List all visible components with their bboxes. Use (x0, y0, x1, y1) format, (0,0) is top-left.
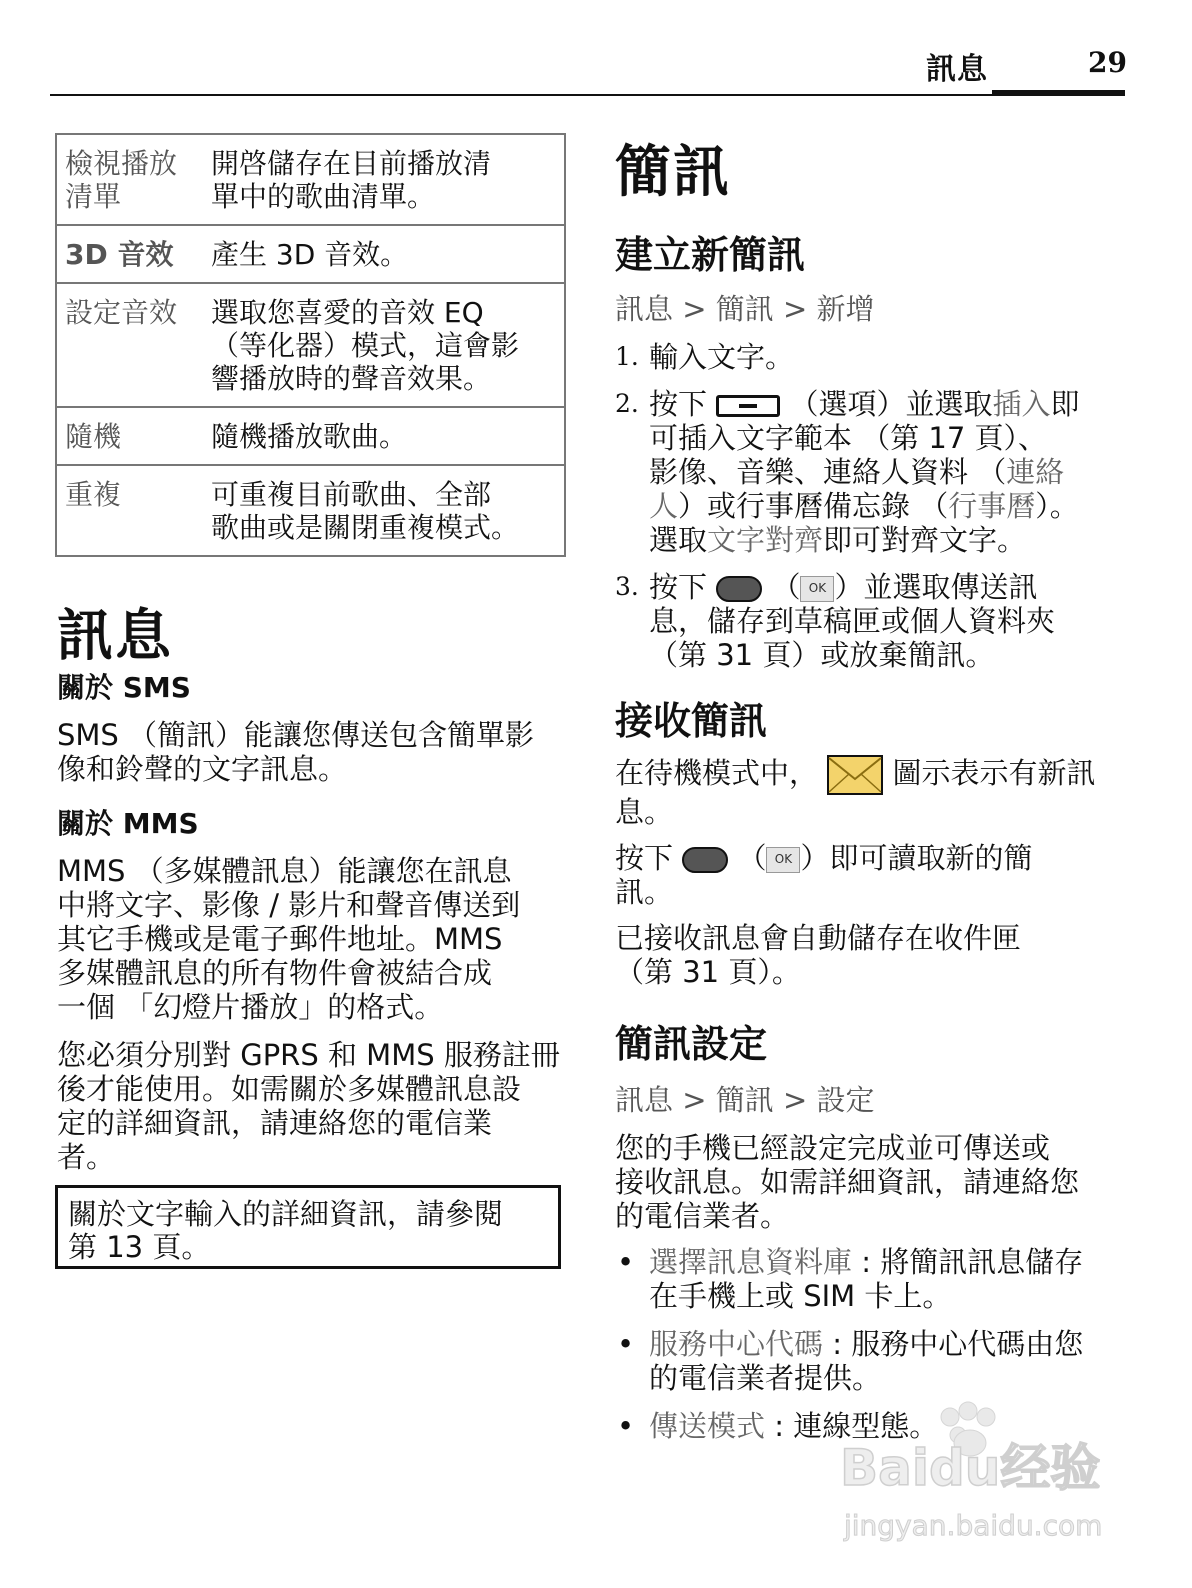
step-text: （ (771, 570, 801, 604)
sms-text (57, 718, 567, 786)
header-bar (992, 90, 1125, 96)
step-item (615, 570, 1125, 672)
option-row (56, 465, 565, 556)
read-line: ）即可讀取新的簡 (800, 841, 1033, 875)
setting-name: 傳送模式 (649, 1409, 766, 1443)
sms-settings-title: 簡訊設定 (615, 1022, 768, 1066)
read-line: 按下 (615, 841, 674, 875)
option-description-line: 隨機播放歌曲。 (211, 420, 408, 453)
inbox-text (615, 921, 1125, 989)
option-description-line: 可重複目前歌曲、全部 (211, 478, 492, 511)
option-name (56, 134, 203, 225)
settings-bullet (615, 1245, 1125, 1313)
setting-name: 選擇訊息資料庫 (649, 1245, 853, 1279)
receive-line: 圖示表示有新訊 (892, 756, 1096, 790)
setting-desc: 的電信業者提供。 (649, 1361, 882, 1395)
option-description (203, 465, 565, 556)
step-text: （第 31 頁）或放棄簡訊。 (649, 638, 995, 672)
step-text: （選項）並選取 (789, 387, 993, 421)
ok-icon: OK (766, 847, 800, 873)
create-menu-path: 訊息 > 簡訊 > 新增 (615, 292, 875, 326)
create-sms-title: 建立新簡訊 (615, 233, 806, 277)
step-text: 即可對齊文字。 (823, 523, 1027, 557)
step-text: ）並選取傳送訊 (834, 570, 1038, 604)
section-title-sms: 簡訊 (615, 140, 731, 205)
option-description (203, 134, 565, 225)
step-text: 可插入文字範本 （第 17 頁）、 (649, 421, 1048, 455)
option-name-line: 檢視播放 (65, 147, 178, 180)
option-name (56, 407, 203, 465)
option-description-line: 歌曲或是關閉重複模式。 (211, 511, 520, 544)
bullet-dot: • (617, 1245, 635, 1279)
settings-line: 的電信業者。 (615, 1199, 790, 1233)
menu-option-align: 文字對齊 (707, 523, 824, 557)
step-text: 即 (1050, 387, 1080, 421)
setting-desc: 在手機上或 SIM 卡上。 (649, 1279, 952, 1313)
setting-desc: : 連線型態。 (765, 1409, 939, 1443)
mms-text (57, 854, 567, 1024)
mms-line: MMS （多媒體訊息）能讓您在訊息 (57, 854, 512, 888)
header-title: 訊息 (926, 52, 988, 87)
read-line: （ (737, 841, 767, 875)
option-description (203, 407, 565, 465)
step-text: 影像、音樂、連絡人資料 （ (649, 455, 1007, 489)
envelope-icon (827, 755, 883, 795)
step-number: 1. (615, 342, 639, 371)
section-title-messages: 訊息 (57, 604, 173, 669)
note-line: 第 13 頁。 (68, 1230, 211, 1264)
mms-line: 中將文字、影像 / 影片和聲音傳送到 (57, 888, 521, 922)
page-number: 29 (1088, 46, 1127, 79)
option-row (56, 283, 565, 407)
setting-desc: : 將簡訊訊息儲存 (852, 1245, 1084, 1279)
menu-option-calendar: 行事曆 (948, 489, 1036, 523)
mms-line: 多媒體訊息的所有物件會被結合成 (57, 956, 493, 990)
inbox-line: （第 31 頁）。 (615, 955, 801, 989)
sms-section (615, 128, 1125, 1457)
option-description (203, 283, 565, 407)
setting-desc: : 服務中心代碼由您 (823, 1327, 1084, 1361)
settings-menu-path: 訊息 > 簡訊 > 設定 (615, 1083, 875, 1117)
inbox-line: 已接收訊息會自動儲存在收件匣 (615, 921, 1022, 955)
watermark-url: jingyan.baidu.com (844, 1509, 1103, 1542)
sms-title: 關於 SMS (57, 671, 191, 704)
create-steps (615, 340, 1125, 672)
options-table (55, 133, 566, 557)
reg-line: 定的詳細資訊，請連絡您的電信業 (57, 1106, 493, 1140)
step-text: ）或行事曆備忘錄 （ (678, 489, 949, 523)
center-key-icon (682, 847, 728, 873)
option-row (56, 134, 565, 225)
receive-sms-title: 接收簡訊 (615, 699, 768, 743)
option-description-line: 單中的歌曲清單。 (211, 180, 436, 213)
settings-line: 接收訊息。如需詳細資訊，請連絡您 (615, 1165, 1080, 1199)
option-name (56, 225, 203, 283)
watermark-brand: Baidu经验 (840, 1439, 1101, 1497)
baidu-watermark-logo (840, 1395, 1120, 1555)
option-name-line: 清單 (65, 180, 122, 213)
step-item (615, 387, 1125, 557)
registration-text (57, 1038, 567, 1174)
left-softkey-icon (716, 395, 780, 417)
settings-text (615, 1131, 1125, 1233)
note-line: 關於文字輸入的詳細資訊，請參閱 (68, 1197, 504, 1231)
bullet-dot: • (617, 1409, 635, 1443)
mms-line: 其它手機或是電子郵件地址。MMS (57, 922, 503, 956)
about-sms (57, 666, 567, 1174)
step-number: 2. (615, 389, 639, 418)
option-row (56, 407, 565, 465)
step-text: 按下 (649, 387, 708, 421)
option-name (56, 283, 203, 407)
step-text: 輸入文字。 (649, 340, 795, 374)
header-rule (50, 94, 1125, 96)
ok-icon: OK (800, 576, 834, 602)
option-name-line: 重複 (65, 478, 122, 511)
settings-line: 您的手機已經設定完成並可傳送或 (615, 1131, 1051, 1165)
sms-line: SMS （簡訊）能讓您傳送包含簡單影 (57, 718, 535, 752)
step-number: 3. (615, 572, 639, 601)
option-description-line: 開啓儲存在目前播放清 (211, 147, 492, 180)
step-text: ）。 (1035, 489, 1079, 523)
bullet-dot: • (617, 1327, 635, 1361)
mms-line: 一個 「幻燈片播放」的格式。 (57, 990, 444, 1024)
option-description-line: （等化器）模式，這會影 (211, 329, 520, 362)
step-text: 息，儲存到草稿匣或個人資料夾 (649, 604, 1056, 638)
reg-line: 您必須分別對 GPRS 和 MMS 服務註冊 (57, 1038, 560, 1072)
option-description-line: 產生 3D 音效。 (211, 238, 409, 271)
menu-option-contacts: 連絡 (1006, 455, 1065, 489)
menu-option-contacts: 人 (649, 489, 679, 523)
option-name-line: 設定音效 (65, 296, 178, 329)
step-text: 按下 (649, 570, 708, 604)
text-input-note (55, 1185, 561, 1269)
read-text (615, 841, 1125, 909)
step-item (615, 340, 1125, 374)
step-text: 選取 (649, 523, 708, 557)
option-description-line: 響播放時的聲音效果。 (211, 362, 492, 395)
option-description (203, 225, 565, 283)
reg-line: 者。 (57, 1140, 116, 1174)
read-line: 訊。 (615, 875, 674, 909)
receive-line: 在待機模式中， (615, 756, 819, 790)
settings-bullet (615, 1327, 1125, 1395)
option-name-line: 隨機 (65, 420, 122, 453)
reg-line: 後才能使用。如需關於多媒體訊息設 (57, 1072, 522, 1106)
receive-line: 息。 (615, 795, 674, 829)
center-key-icon (716, 576, 762, 602)
option-name-line: 3D 音效 (65, 238, 174, 271)
mms-title: 關於 MMS (57, 807, 199, 840)
sms-line: 像和鈴聲的文字訊息。 (57, 752, 348, 786)
menu-option-insert: 插入 (992, 387, 1051, 421)
messages-section (57, 592, 173, 672)
option-description-line: 選取您喜愛的音效 EQ (211, 296, 484, 329)
receive-text (615, 755, 1125, 829)
option-row (56, 225, 565, 283)
setting-name: 服務中心代碼 (649, 1327, 824, 1361)
option-name (56, 465, 203, 556)
